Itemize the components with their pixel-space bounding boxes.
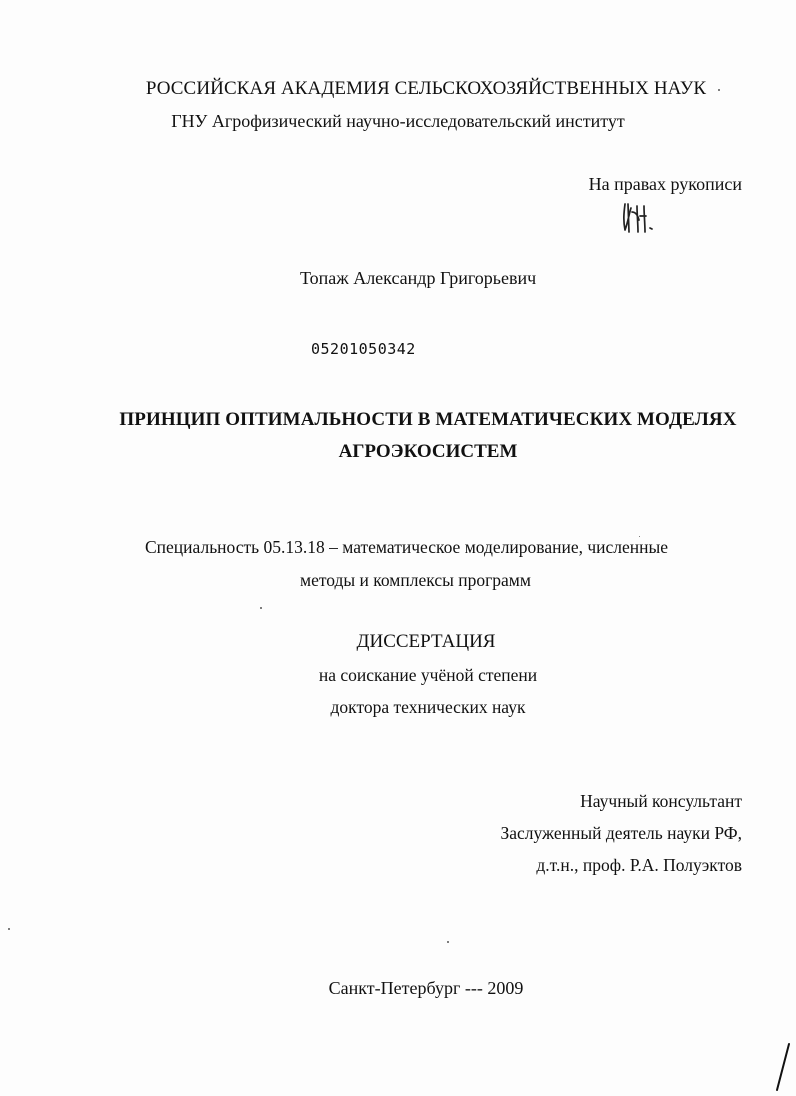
registration-number: 05201050342 (311, 340, 416, 358)
document-type: ДИССЕРТАЦИЯ (356, 631, 496, 652)
scan-speck (718, 89, 720, 91)
consultant-name: д.т.н., проф. Р.А. Полуэктов (536, 855, 742, 875)
author-name: Топаж Александр Григорьевич (300, 268, 537, 288)
manuscript-note: На правах рукописи (588, 174, 742, 194)
degree-line-1: на соискание учёной степени (318, 665, 538, 685)
degree-line-2: доктора технических наук (330, 697, 526, 717)
academy-name: РОССИЙСКАЯ АКАДЕМИЯ СЕЛЬСКОХОЗЯЙСТВЕННЫХ НАУК (145, 78, 707, 99)
scan-speck (639, 536, 640, 537)
dissertation-title-line-1: ПРИНЦИП ОПТИМАЛЬНОСТИ В МАТЕМАТИЧЕСКИХ МОДЕЛЯХ (119, 409, 737, 430)
city-year: Санкт-Петербург --- 2009 (328, 978, 524, 998)
dissertation-title-line-2: АГРОЭКОСИСТЕМ (338, 441, 518, 462)
handwritten-signature-icon (619, 198, 659, 238)
consultant-title: Заслуженный деятель науки РФ, (500, 823, 742, 843)
scan-speck (260, 607, 262, 609)
scan-speck (447, 941, 449, 943)
specialty-line-1: Специальность 05.13.18 – математическое моделирование, численные (145, 537, 669, 557)
institute-name: ГНУ Агрофизический научно-исследовательский институт (171, 111, 625, 131)
specialty-line-2: методы и комплексы программ (300, 570, 531, 590)
consultant-label: Научный консультант (580, 791, 742, 811)
scan-speck (8, 928, 10, 930)
scan-stroke-mark (773, 1042, 793, 1092)
